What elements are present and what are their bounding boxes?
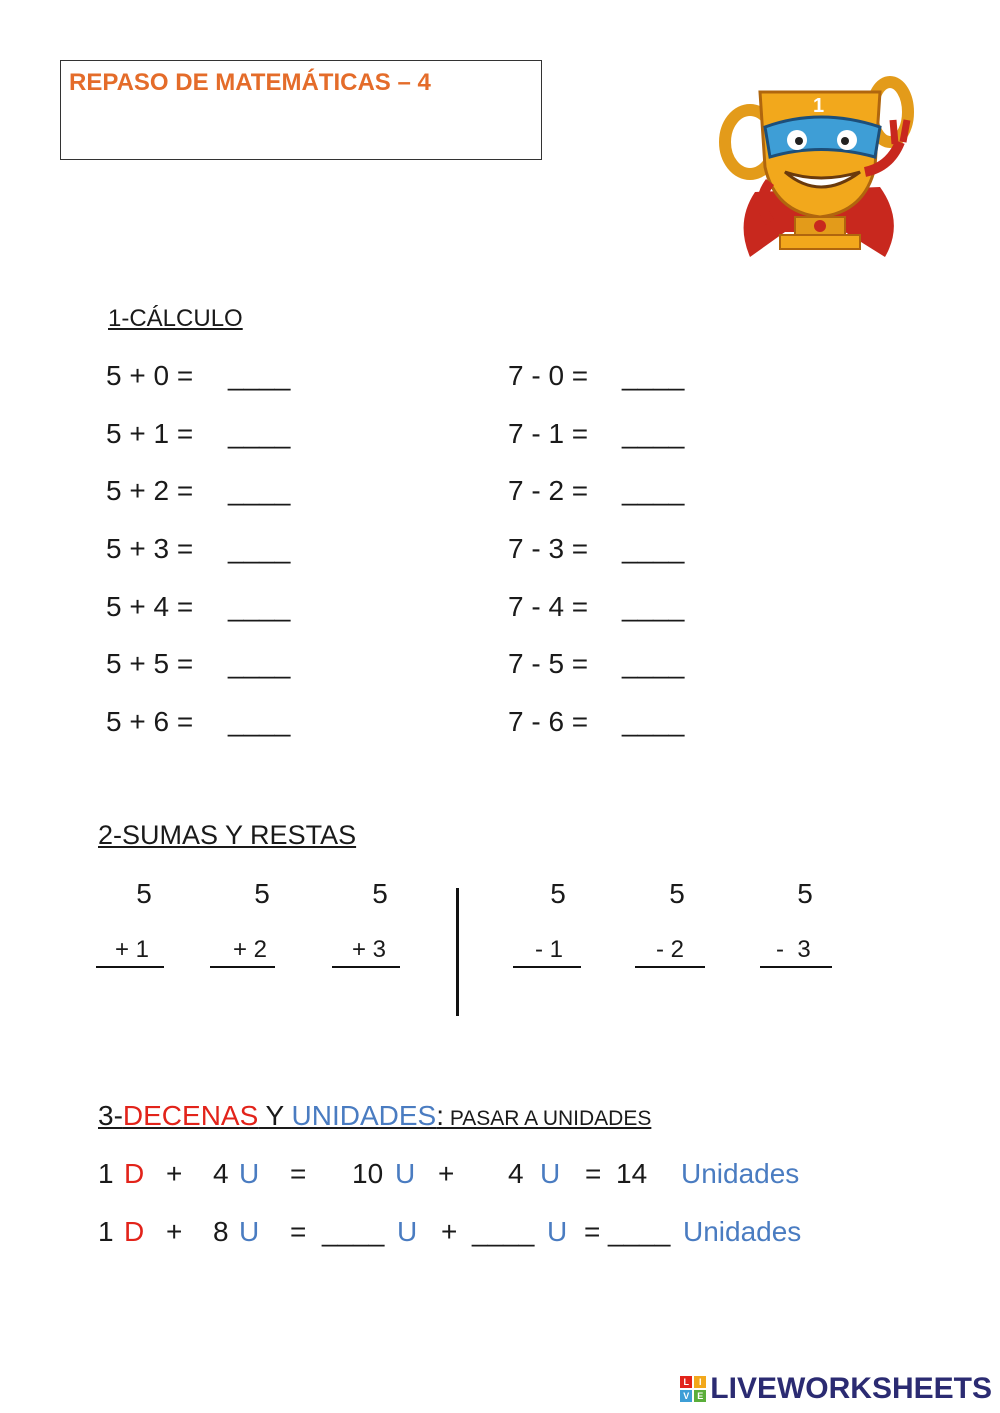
tens-symbol: D bbox=[124, 1158, 145, 1189]
plus-sign: + bbox=[438, 1158, 455, 1189]
result-value: 14 bbox=[616, 1158, 648, 1189]
answer-blank[interactable]: ____ bbox=[322, 1216, 385, 1247]
answer-blank[interactable]: ____ bbox=[472, 1216, 535, 1247]
logo-letter: L bbox=[680, 1376, 692, 1388]
answer-blank[interactable]: ____ bbox=[622, 475, 685, 506]
answer-blank[interactable]: ____ bbox=[228, 360, 291, 391]
tens-symbol: D bbox=[124, 1216, 145, 1247]
units-symbol: U bbox=[547, 1216, 568, 1247]
problem-top-number: 5 bbox=[669, 878, 685, 909]
units-symbol: U bbox=[395, 1158, 416, 1189]
section1-heading: 1-CÁLCULO bbox=[108, 305, 243, 332]
problem-answer-line[interactable] bbox=[210, 966, 275, 968]
calc-item: 7 - 6 = bbox=[508, 706, 589, 737]
answer-blank[interactable]: ____ bbox=[228, 475, 291, 506]
units-count: 4 bbox=[213, 1158, 229, 1189]
plus-sign: + bbox=[441, 1216, 458, 1247]
calc-item: 5 + 0 = bbox=[106, 360, 194, 391]
heading-unidades: UNIDADES bbox=[291, 1100, 437, 1131]
trophy-mascot-image bbox=[715, 72, 920, 272]
equals-sign: = bbox=[290, 1158, 307, 1189]
calc-item: 5 + 3 = bbox=[106, 533, 194, 564]
calc-item: 5 + 2 = bbox=[106, 475, 194, 506]
answer-blank[interactable]: ____ bbox=[228, 418, 291, 449]
units-symbol: U bbox=[397, 1216, 418, 1247]
calc-item: 7 - 5 = bbox=[508, 648, 589, 679]
units-symbol: U bbox=[239, 1216, 260, 1247]
calc-item: 7 - 2 = bbox=[508, 475, 589, 506]
logo-letter: V bbox=[680, 1390, 692, 1402]
svg-text:1: 1 bbox=[813, 95, 825, 117]
answer-blank[interactable]: ____ bbox=[622, 418, 685, 449]
plus-sign: + bbox=[166, 1158, 183, 1189]
units-label: Unidades bbox=[681, 1158, 800, 1189]
problem-operator: - 3 bbox=[776, 936, 811, 963]
heading-note: PASAR A UNIDADES bbox=[444, 1107, 652, 1130]
calc-item: 5 + 1 = bbox=[106, 418, 194, 449]
units-label: Unidades bbox=[683, 1216, 802, 1247]
heading-decenas: DECENAS bbox=[122, 1100, 259, 1131]
answer-blank[interactable]: ____ bbox=[228, 591, 291, 622]
answer-blank[interactable]: ____ bbox=[622, 591, 685, 622]
problem-operator: + 3 bbox=[352, 936, 387, 963]
answer-blank[interactable]: ____ bbox=[622, 360, 685, 391]
calc-item: 7 - 0 = bbox=[508, 360, 589, 391]
answer-blank[interactable]: ____ bbox=[228, 648, 291, 679]
tens-count: 1 bbox=[98, 1158, 114, 1189]
units-count: 8 bbox=[213, 1216, 229, 1247]
heading-colon: : bbox=[436, 1100, 444, 1131]
section2-heading: 2-SUMAS Y RESTAS bbox=[98, 820, 357, 850]
equals-sign: = bbox=[584, 1216, 601, 1247]
liveworksheets-logo[interactable] bbox=[680, 1372, 992, 1406]
units-value: 10 bbox=[352, 1158, 384, 1189]
problem-top-number: 5 bbox=[550, 878, 566, 909]
answer-blank[interactable]: ____ bbox=[622, 706, 685, 737]
section3-heading bbox=[98, 1100, 651, 1132]
answer-blank[interactable]: ____ bbox=[228, 706, 291, 737]
equals-sign: = bbox=[290, 1216, 307, 1247]
logo-letter: E bbox=[694, 1390, 706, 1402]
problem-answer-line[interactable] bbox=[513, 966, 581, 968]
problem-top-number: 5 bbox=[797, 878, 813, 909]
problem-operator: + 2 bbox=[233, 936, 268, 963]
answer-blank[interactable]: ____ bbox=[622, 533, 685, 564]
answer-blank[interactable]: ____ bbox=[622, 648, 685, 679]
problem-operator: + 1 bbox=[115, 936, 150, 963]
heading-prefix: 3- bbox=[98, 1100, 123, 1131]
problem-answer-line[interactable] bbox=[96, 966, 164, 968]
brand-name: LIVEWORKSHEETS bbox=[710, 1372, 992, 1405]
calc-item: 7 - 4 = bbox=[508, 591, 589, 622]
units-value: 4 bbox=[508, 1158, 524, 1189]
answer-blank[interactable]: ____ bbox=[608, 1216, 671, 1247]
plus-sign: + bbox=[166, 1216, 183, 1247]
problem-top-number: 5 bbox=[372, 878, 388, 909]
problem-operator: - 1 bbox=[535, 936, 564, 963]
logo-letter: I bbox=[694, 1376, 706, 1388]
equals-sign: = bbox=[585, 1158, 602, 1189]
units-symbol: U bbox=[239, 1158, 260, 1189]
problem-answer-line[interactable] bbox=[760, 966, 832, 968]
worksheet-title: REPASO DE MATEMÁTICAS – 4 bbox=[69, 69, 431, 96]
calc-item: 5 + 4 = bbox=[106, 591, 194, 622]
problem-top-number: 5 bbox=[254, 878, 270, 909]
logo-icon bbox=[680, 1376, 706, 1402]
tens-count: 1 bbox=[98, 1216, 114, 1247]
calc-item: 7 - 1 = bbox=[508, 418, 589, 449]
calc-item: 7 - 3 = bbox=[508, 533, 589, 564]
problem-operator: - 2 bbox=[656, 936, 685, 963]
problem-answer-line[interactable] bbox=[635, 966, 705, 968]
vertical-divider bbox=[456, 888, 459, 1016]
calc-item: 5 + 6 = bbox=[106, 706, 194, 737]
heading-y: Y bbox=[258, 1100, 292, 1131]
calc-item: 5 + 5 = bbox=[106, 648, 194, 679]
problem-top-number: 5 bbox=[136, 878, 152, 909]
units-symbol: U bbox=[540, 1158, 561, 1189]
answer-blank[interactable]: ____ bbox=[228, 533, 291, 564]
problem-answer-line[interactable] bbox=[332, 966, 400, 968]
title-box bbox=[60, 60, 542, 160]
